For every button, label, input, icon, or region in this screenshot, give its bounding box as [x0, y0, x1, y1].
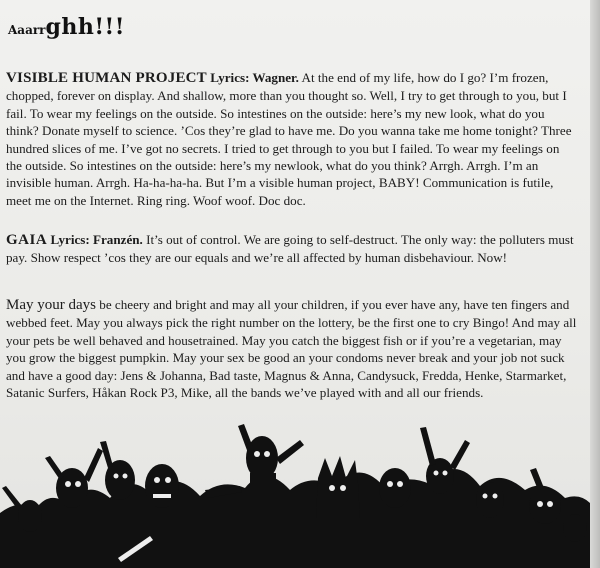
song-title: VISIBLE HUMAN PROJECT: [6, 70, 207, 86]
thanks-title: May your days: [6, 297, 96, 313]
lyrics-text: At the end of my life, how do I go? I’m frozen, chopped, forever on display. And shallow, more than you thought so. Well, I try to get through to you, but I fail. To wear my feelings on the outside. So intestines on the outside: here’s my new look, what do you think? Donate myself to science. ’Cos they’re glad to have me. Do you wanna take me home tonight? Three hundred slices of me. I’ve got no secrets. I tried to get through to you but I failed. To wear my feelings on the outside. So intestines on the outside: here’s my newlook, what do you think? Arrgh. Arrgh. I’m an invisible human. Arrgh. Ha-ha-ha-ha. But I’m a visible human project, BABY! Communication is futile, meet me on the Internet. Ring ring. Woof woof. Doc doc.: [6, 70, 572, 208]
lyrics-credit: Lyrics: Wagner.: [210, 70, 299, 85]
lyrics-credit: Lyrics: Franzén.: [50, 232, 143, 247]
monster-figure-12: [563, 514, 587, 542]
song-title: GAIA: [6, 232, 48, 248]
monster-figure-4: [145, 464, 179, 508]
crowd-base-shape: [0, 469, 590, 568]
lyrics-text: It’s out of control. We are going to self-destruct. The only way: the polluters must pay. Show respect ’cos they are our equals and we’re all affected by human disbehaviour. Now!: [6, 232, 574, 266]
monster-figure-10: [476, 482, 504, 518]
heading-small: Aaarr: [8, 23, 46, 37]
visible-human-project-block: [6, 69, 578, 209]
thanks-block: [6, 296, 578, 401]
monster-figure-11: [529, 468, 561, 524]
monster-figure-3: [100, 441, 135, 500]
monster-crowd-illustration: [0, 418, 590, 568]
page-heading: [8, 14, 125, 40]
gaia-block: [6, 231, 578, 267]
page-edge: [590, 0, 600, 568]
heading-large: ghh!!!: [45, 14, 125, 40]
monster-figure-8: [379, 468, 411, 508]
monster-figure-7: [316, 456, 360, 518]
thanks-text: be cheery and bright and may all your children, if you ever have any, have ten fingers and webbed feet. May you always pick the right number on the lottery, be the first one to cry Bingo! And may all your pets be well behaved and housetrained. May you catch the biggest fish or if you’re a vegetarian, may you grow the biggest pumpkin. May your sex be good an your condoms never break and your job not suck and have a good day: Jens & Johanna, Bad taste, Magnus & Anna, Candysuck, Fredda, Henke, Starmarket, Satanic Surfers, Håkan Rock P3, Mike, all the bands we’ve played with and all our friends.: [6, 297, 577, 401]
